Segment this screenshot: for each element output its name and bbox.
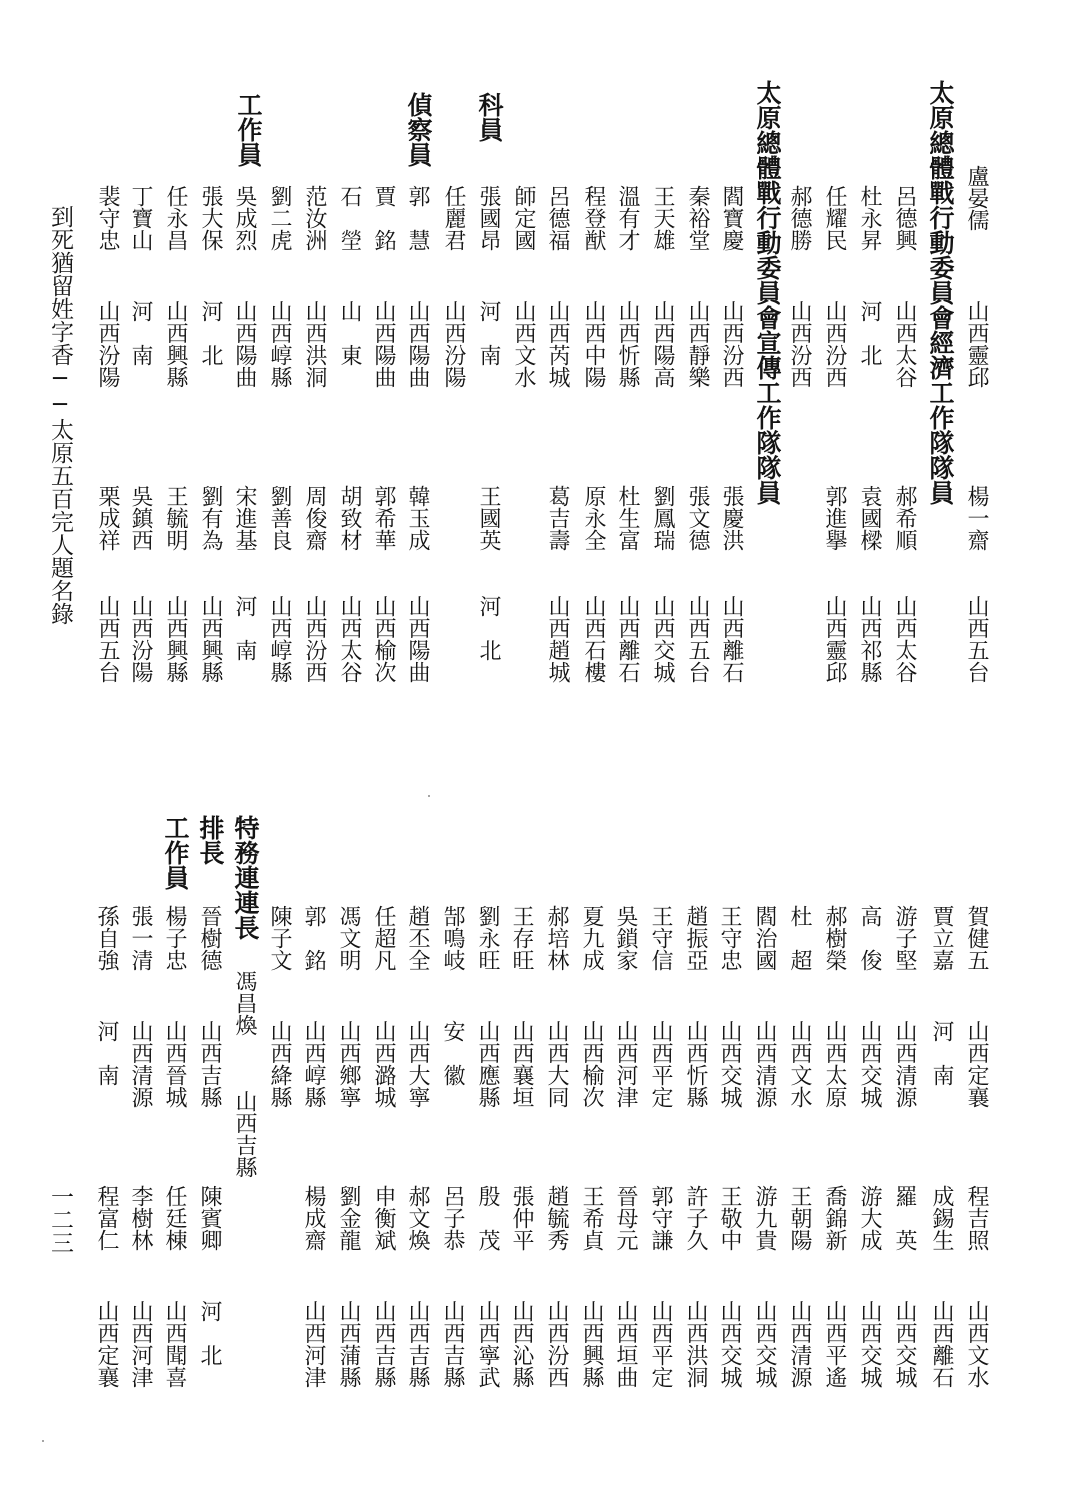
member-name: 張一清 bbox=[128, 905, 153, 971]
member-hometown: 山西蒲縣 bbox=[336, 1300, 361, 1388]
member-hometown: 山西應縣 bbox=[475, 1020, 500, 1108]
member-hometown: 山西清源 bbox=[892, 1020, 917, 1108]
member-hometown: 山西垣曲 bbox=[613, 1300, 638, 1388]
member-hometown: 山西汾陽 bbox=[95, 300, 120, 388]
member-name: 吳鎮西 bbox=[128, 485, 153, 551]
member-hometown: 山西交城 bbox=[857, 1020, 882, 1108]
member-hometown: 山西鄉寧 bbox=[336, 1020, 361, 1108]
member-name: 呂德福 bbox=[545, 185, 570, 251]
member-hometown: 山西汾西 bbox=[822, 300, 847, 388]
member-hometown: 山西平定 bbox=[648, 1300, 673, 1388]
member-hometown: 山西中陽 bbox=[581, 300, 606, 388]
member-name: 李樹林 bbox=[128, 1185, 153, 1251]
member-name: 范汝洲 bbox=[302, 185, 327, 251]
member-name: 吳鎖家 bbox=[613, 905, 638, 971]
heading-economic-team: 太原總體戰行動委員會經濟工作隊隊員 bbox=[926, 80, 955, 505]
member-name: 晉母元 bbox=[613, 1185, 638, 1251]
member-name: 游子堅 bbox=[892, 905, 917, 971]
member-hometown: 河 南 bbox=[94, 1020, 119, 1086]
member-name: 劉金龍 bbox=[336, 1185, 361, 1251]
member-hometown: 山西聞喜 bbox=[162, 1300, 187, 1388]
member-hometown: 山西汾陽 bbox=[441, 300, 466, 388]
member-name: 任廷棟 bbox=[162, 1185, 187, 1251]
member-name: 王毓明 bbox=[163, 485, 188, 551]
heading-platoon-leader: 排長 bbox=[196, 815, 225, 865]
member-hometown: 山西離石 bbox=[719, 595, 744, 683]
member-hometown: 山西陽曲 bbox=[371, 300, 396, 388]
member-name: 閻治國 bbox=[752, 905, 777, 971]
member-name: 張仲平 bbox=[509, 1185, 534, 1251]
member-name: 任永昌 bbox=[163, 185, 188, 251]
member-name: 郭進擧 bbox=[822, 485, 847, 551]
heading-propaganda-team: 太原總體戰行動委員會宣傳工作隊隊員 bbox=[753, 80, 782, 505]
member-name: 郜鳴岐 bbox=[440, 905, 465, 971]
member-hometown: 山西吉縣 bbox=[405, 1300, 430, 1388]
member-hometown: 河 南 bbox=[232, 595, 257, 661]
member-hometown: 山西興縣 bbox=[198, 595, 223, 683]
member-name: 劉永旺 bbox=[475, 905, 500, 971]
member-name: 殷 茂 bbox=[475, 1185, 500, 1251]
member-name: 羅 英 bbox=[892, 1185, 917, 1251]
scan-speck bbox=[428, 795, 430, 797]
member-name: 郝培林 bbox=[544, 905, 569, 971]
member-hometown: 山西平遙 bbox=[822, 1300, 847, 1388]
member-name: 陳子文 bbox=[267, 905, 292, 971]
member-hometown: 山西潞城 bbox=[371, 1020, 396, 1108]
member-name: 楊成齋 bbox=[301, 1185, 326, 1251]
member-name: 郝希順 bbox=[892, 485, 917, 551]
member-hometown: 山西河津 bbox=[128, 1300, 153, 1388]
member-hometown: 山西文水 bbox=[787, 1020, 812, 1108]
member-hometown: 山西吉縣 bbox=[440, 1300, 465, 1388]
member-hometown: 山西靈邱 bbox=[964, 300, 989, 388]
member-hometown: 山西忻縣 bbox=[615, 300, 640, 388]
member-name: 栗成祥 bbox=[95, 485, 120, 551]
member-hometown: 山西興縣 bbox=[163, 300, 188, 388]
member-hometown: 山西興縣 bbox=[579, 1300, 604, 1388]
member-hometown: 山西文水 bbox=[964, 1300, 989, 1388]
member-hometown: 山西崞縣 bbox=[267, 595, 292, 683]
member-name: 喬錦新 bbox=[822, 1185, 847, 1251]
member-hometown: 河 南 bbox=[476, 300, 501, 366]
member-hometown: 山西石樓 bbox=[581, 595, 606, 683]
member-hometown: 山西交城 bbox=[717, 1300, 742, 1388]
member-name: 郝德勝 bbox=[787, 185, 812, 251]
member-hometown: 河 南 bbox=[128, 300, 153, 366]
member-name: 劉有為 bbox=[198, 485, 223, 551]
member-name: 郝樹榮 bbox=[822, 905, 847, 971]
member-hometown: 河 南 bbox=[929, 1020, 954, 1086]
member-hometown: 河 北 bbox=[198, 300, 223, 366]
member-name: 任麗君 bbox=[441, 185, 466, 251]
member-name: 賈立嘉 bbox=[929, 905, 954, 971]
member-name: 王存旺 bbox=[509, 905, 534, 971]
member-hometown: 安 徽 bbox=[440, 1020, 465, 1086]
member-name: 盧晏儒 bbox=[964, 165, 989, 231]
member-name: 呂子恭 bbox=[440, 1185, 465, 1251]
scan-speck bbox=[42, 1440, 44, 1442]
member-hometown: 山西太原 bbox=[822, 1020, 847, 1108]
member-hometown: 山西靜樂 bbox=[685, 300, 710, 388]
member-hometown: 山西河津 bbox=[613, 1020, 638, 1108]
member-name: 杜生富 bbox=[615, 485, 640, 551]
member-name: 王國英 bbox=[476, 485, 501, 551]
member-hometown: 山西汾西 bbox=[302, 595, 327, 683]
member-name: 孫自強 bbox=[94, 905, 119, 971]
heading-worker: 工作員 bbox=[161, 815, 190, 890]
member-name: 杜永昇 bbox=[857, 185, 882, 251]
member-hometown: 山西汾西 bbox=[719, 300, 744, 388]
member-hometown: 山西太谷 bbox=[892, 595, 917, 683]
member-hometown: 山西榆次 bbox=[579, 1020, 604, 1108]
member-hometown: 山西忻縣 bbox=[683, 1020, 708, 1108]
member-hometown: 山西寧武 bbox=[475, 1300, 500, 1388]
member-name: 石 塋 bbox=[337, 185, 362, 251]
page-number: 一二三 bbox=[47, 1185, 73, 1254]
heading-section-scout: 偵察員 bbox=[404, 92, 433, 167]
member-name: 馮昌煥 bbox=[232, 970, 257, 1036]
member-hometown: 山西汾西 bbox=[787, 300, 812, 388]
member-hometown: 山西陽高 bbox=[650, 300, 675, 388]
member-name: 程吉照 bbox=[964, 1185, 989, 1251]
member-hometown: 山西榆次 bbox=[371, 595, 396, 683]
member-name: 趙丕全 bbox=[405, 905, 430, 971]
member-name: 許子久 bbox=[683, 1185, 708, 1251]
member-hometown: 山西定襄 bbox=[964, 1020, 989, 1108]
member-hometown: 山西交城 bbox=[857, 1300, 882, 1388]
member-name: 申衡斌 bbox=[371, 1185, 396, 1251]
member-hometown: 山西太谷 bbox=[337, 595, 362, 683]
member-hometown: 山西交城 bbox=[892, 1300, 917, 1388]
member-hometown: 山西交城 bbox=[650, 595, 675, 683]
member-name: 晉樹德 bbox=[197, 905, 222, 971]
member-name: 王守忠 bbox=[717, 905, 742, 971]
member-hometown: 山西清源 bbox=[787, 1300, 812, 1388]
member-hometown: 山西河津 bbox=[301, 1300, 326, 1388]
member-hometown: 山西平定 bbox=[648, 1020, 673, 1108]
member-hometown: 山西襄垣 bbox=[509, 1020, 534, 1108]
member-hometown: 山西晉城 bbox=[162, 1020, 187, 1108]
member-hometown: 河 北 bbox=[197, 1300, 222, 1366]
member-hometown: 山西祁縣 bbox=[857, 595, 882, 683]
member-name: 宋進基 bbox=[232, 485, 257, 551]
member-name: 劉二虎 bbox=[267, 185, 292, 251]
member-hometown: 山西芮城 bbox=[545, 300, 570, 388]
heading-section-worker: 工作員 bbox=[234, 92, 263, 167]
member-hometown: 山西定襄 bbox=[94, 1300, 119, 1388]
member-name: 師定國 bbox=[511, 185, 536, 251]
member-hometown: 山西清源 bbox=[128, 1020, 153, 1108]
member-name: 游大成 bbox=[857, 1185, 882, 1251]
member-name: 丁寶山 bbox=[128, 185, 153, 251]
member-hometown: 山西趙城 bbox=[545, 595, 570, 683]
member-name: 高 俊 bbox=[857, 905, 882, 971]
member-name: 夏九成 bbox=[579, 905, 604, 971]
member-hometown: 山西陽曲 bbox=[232, 300, 257, 388]
member-hometown: 山西五台 bbox=[964, 595, 989, 683]
member-name: 裴守忠 bbox=[95, 185, 120, 251]
member-hometown: 山西大寧 bbox=[405, 1020, 430, 1108]
member-name: 楊一齋 bbox=[964, 485, 989, 551]
member-name: 胡致材 bbox=[337, 485, 362, 551]
member-name: 王天雄 bbox=[650, 185, 675, 251]
member-hometown: 山西吉縣 bbox=[197, 1020, 222, 1108]
member-name: 秦裕堂 bbox=[685, 185, 710, 251]
member-name: 呂德興 bbox=[892, 185, 917, 251]
running-title: 到死猶留姓字香──太原五百完人題名錄 bbox=[47, 205, 73, 625]
member-hometown: 山西太谷 bbox=[892, 300, 917, 388]
member-hometown: 山西大同 bbox=[544, 1020, 569, 1108]
member-name: 賈 銘 bbox=[371, 185, 396, 251]
member-hometown: 山西清源 bbox=[752, 1020, 777, 1108]
member-hometown: 山西陽曲 bbox=[405, 595, 430, 683]
member-name: 成錫生 bbox=[929, 1185, 954, 1251]
member-name: 郭 銘 bbox=[301, 905, 326, 971]
member-hometown: 山西沁縣 bbox=[509, 1300, 534, 1388]
member-name: 任耀民 bbox=[822, 185, 847, 251]
member-name: 原永全 bbox=[581, 485, 606, 551]
member-hometown: 河 北 bbox=[857, 300, 882, 366]
member-name: 劉鳳瑞 bbox=[650, 485, 675, 551]
heading-section-clerk: 科員 bbox=[475, 92, 504, 142]
member-name: 溫有才 bbox=[615, 185, 640, 251]
member-hometown: 山西五台 bbox=[95, 595, 120, 683]
member-hometown: 山西洪洞 bbox=[302, 300, 327, 388]
heading-special-company-commander: 特務連連長 bbox=[231, 815, 260, 940]
member-name: 游九貴 bbox=[752, 1185, 777, 1251]
member-name: 馮文明 bbox=[336, 905, 361, 971]
member-name: 賀健五 bbox=[964, 905, 989, 971]
member-name: 王敬中 bbox=[717, 1185, 742, 1251]
member-name: 袁國樑 bbox=[857, 485, 882, 551]
member-hometown: 山西汾陽 bbox=[128, 595, 153, 683]
member-name: 程富仁 bbox=[94, 1185, 119, 1251]
member-name: 周俊齋 bbox=[302, 485, 327, 551]
member-name: 吳成烈 bbox=[232, 185, 257, 251]
member-name: 韓玉成 bbox=[405, 485, 430, 551]
member-name: 楊子忠 bbox=[162, 905, 187, 971]
member-name: 張國昂 bbox=[476, 185, 501, 251]
member-hometown: 河 北 bbox=[476, 595, 501, 661]
member-name: 郭希華 bbox=[371, 485, 396, 551]
member-name: 張大保 bbox=[198, 185, 223, 251]
member-hometown: 山西絳縣 bbox=[267, 1020, 292, 1108]
member-name: 王守信 bbox=[648, 905, 673, 971]
member-hometown: 山西吉縣 bbox=[232, 1090, 257, 1178]
member-hometown: 山西交城 bbox=[752, 1300, 777, 1388]
member-hometown: 山西崞縣 bbox=[267, 300, 292, 388]
member-name: 杜 超 bbox=[787, 905, 812, 971]
member-name: 任超凡 bbox=[371, 905, 396, 971]
member-hometown: 山西洪洞 bbox=[683, 1300, 708, 1388]
member-name: 張文德 bbox=[685, 485, 710, 551]
member-hometown: 山西汾西 bbox=[544, 1300, 569, 1388]
member-name: 郭守謙 bbox=[648, 1185, 673, 1251]
member-hometown: 山西陽曲 bbox=[405, 300, 430, 388]
member-hometown: 山西五台 bbox=[685, 595, 710, 683]
member-name: 閻寶慶 bbox=[719, 185, 744, 251]
member-name: 趙毓秀 bbox=[544, 1185, 569, 1251]
member-name: 劉善良 bbox=[267, 485, 292, 551]
member-name: 王朝陽 bbox=[787, 1185, 812, 1251]
member-name: 葛吉壽 bbox=[545, 485, 570, 551]
member-hometown: 山西交城 bbox=[717, 1020, 742, 1108]
member-hometown: 山西興縣 bbox=[163, 595, 188, 683]
member-name: 張慶洪 bbox=[719, 485, 744, 551]
member-hometown: 山 東 bbox=[337, 300, 362, 366]
member-hometown: 山西靈邱 bbox=[822, 595, 847, 683]
member-hometown: 山西離石 bbox=[615, 595, 640, 683]
member-hometown: 山西崞縣 bbox=[301, 1020, 326, 1108]
member-name: 陳賓卿 bbox=[197, 1185, 222, 1251]
member-hometown: 山西離石 bbox=[929, 1300, 954, 1388]
member-name: 趙振亞 bbox=[683, 905, 708, 971]
member-hometown: 山西吉縣 bbox=[371, 1300, 396, 1388]
member-name: 程登猷 bbox=[581, 185, 606, 251]
member-name: 郭 慧 bbox=[405, 185, 430, 251]
member-hometown: 山西文水 bbox=[511, 300, 536, 388]
member-name: 王希貞 bbox=[579, 1185, 604, 1251]
member-name: 郝文煥 bbox=[405, 1185, 430, 1251]
